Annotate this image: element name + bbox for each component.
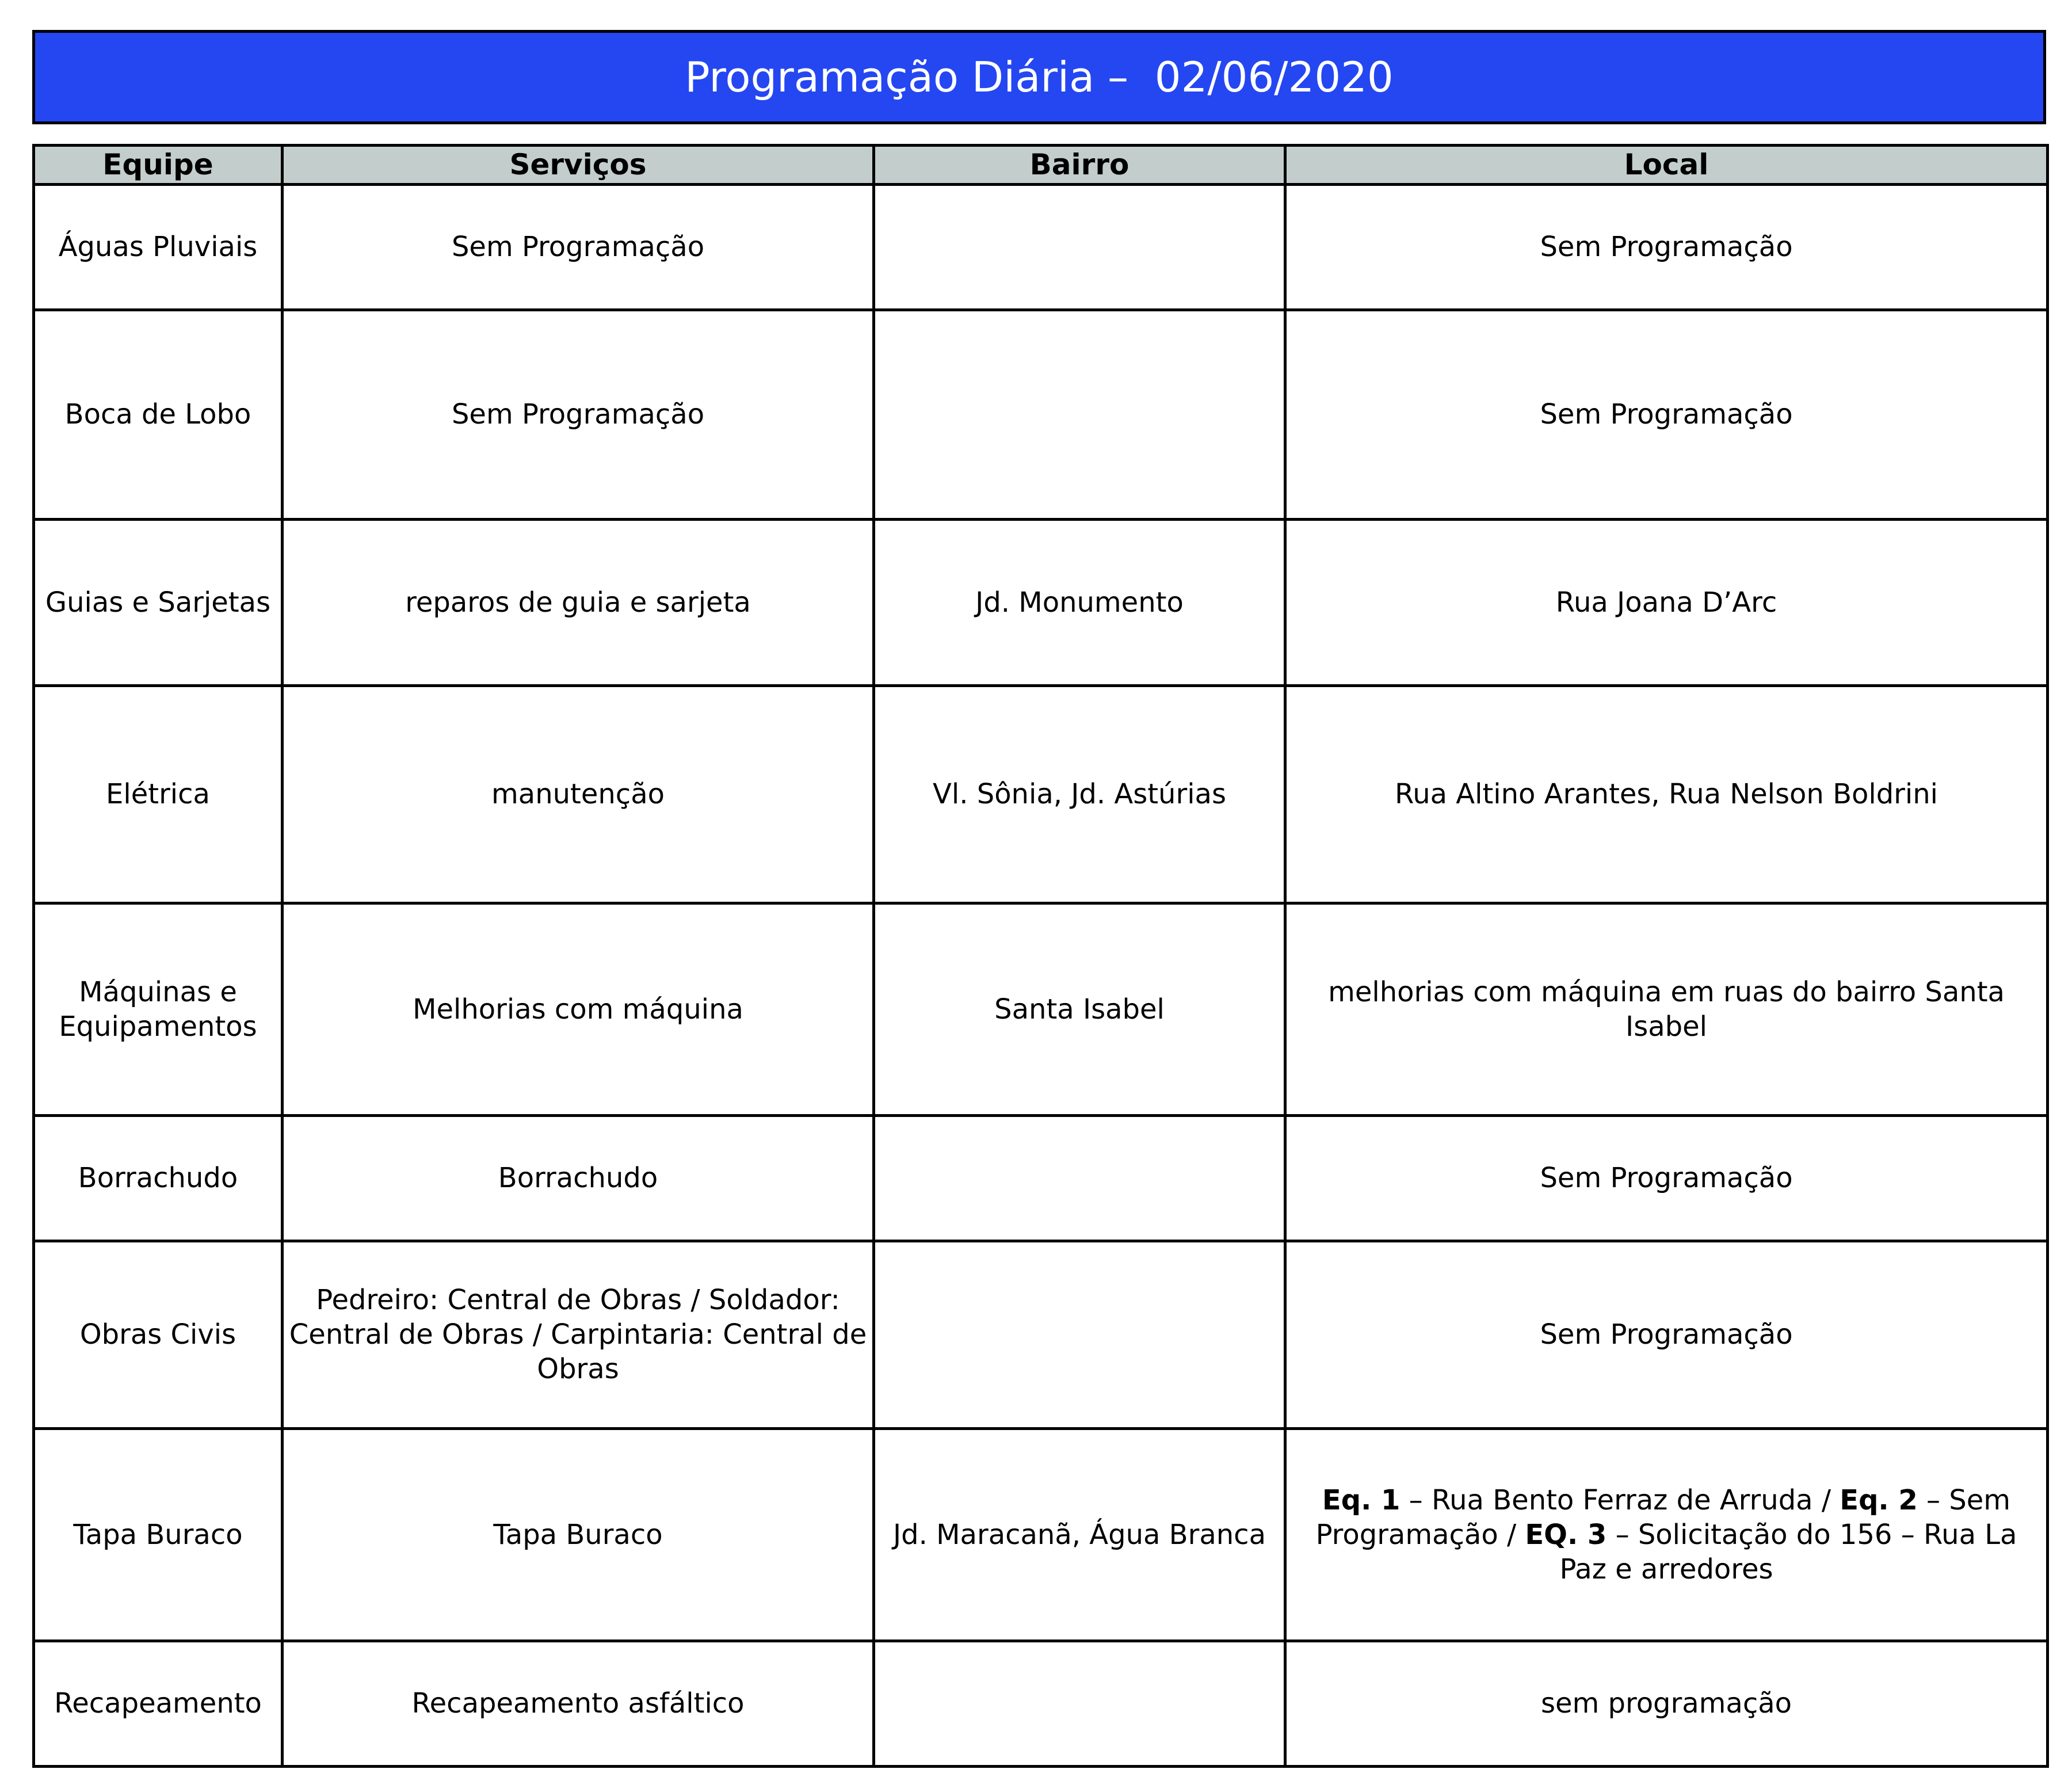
table-row (34, 520, 2048, 685)
cell-bairro (874, 1641, 1285, 1766)
column-header-equipe: Equipe (34, 146, 283, 185)
cell-equipe: Borrachudo (34, 1115, 283, 1241)
cell-equipe: Águas Pluviais (34, 184, 283, 310)
table-row (34, 310, 2048, 519)
schedule-table (32, 144, 2049, 1768)
cell-servicos: Pedreiro: Central de Obras / Soldador: Central de Obras / Carpintaria: Central de Obras (283, 1241, 874, 1428)
cell-equipe: Obras Civis (34, 1241, 283, 1428)
cell-bairro (874, 184, 1285, 310)
title-bar (32, 30, 2046, 124)
table-row (34, 1641, 2048, 1766)
column-header-servicos: Serviços (283, 146, 874, 185)
cell-bairro: Jd. Maracanã, Água Branca (874, 1429, 1285, 1641)
cell-bairro: Santa Isabel (874, 903, 1285, 1115)
table-row (34, 903, 2048, 1115)
column-header-local: Local (1285, 146, 2048, 185)
cell-local (1285, 1429, 2048, 1641)
cell-servicos: Tapa Buraco (283, 1429, 874, 1641)
column-header-bairro: Bairro (874, 146, 1285, 185)
table-row (34, 1429, 2048, 1641)
page-title: Programação Diária – 02/06/2020 (685, 53, 1394, 101)
header-row (34, 146, 2048, 185)
cell-servicos: Melhorias com máquina (283, 903, 874, 1115)
team-label-eq1: Eq. 1 (1322, 1484, 1401, 1516)
cell-local: Sem Programação (1285, 310, 2048, 519)
table-row (34, 184, 2048, 310)
cell-equipe: Máquinas e Equipamentos (34, 903, 283, 1115)
cell-equipe: Tapa Buraco (34, 1429, 283, 1641)
cell-equipe: Boca de Lobo (34, 310, 283, 519)
cell-servicos: Sem Programação (283, 310, 874, 519)
cell-bairro: Vl. Sônia, Jd. Astúrias (874, 685, 1285, 903)
team-text-eq1: – Rua Bento Ferraz de Arruda / (1400, 1484, 1840, 1516)
cell-servicos: Sem Programação (283, 184, 874, 310)
team-label-eq3: EQ. 3 (1525, 1518, 1607, 1551)
cell-bairro (874, 1241, 1285, 1428)
table-row (34, 685, 2048, 903)
cell-bairro: Jd. Monumento (874, 520, 1285, 685)
cell-local: melhorias com máquina em ruas do bairro Santa Isabel (1285, 903, 2048, 1115)
cell-bairro (874, 310, 1285, 519)
table-row (34, 1241, 2048, 1428)
cell-local: Rua Altino Arantes, Rua Nelson Boldrini (1285, 685, 2048, 903)
cell-local: Sem Programação (1285, 184, 2048, 310)
team-text-eq3: – Solicitação do 156 – Rua La Paz e arredores (1559, 1518, 2017, 1585)
team-text-eq2: – Sem Programação / (1315, 1484, 2011, 1551)
team-label-eq2: Eq. 2 (1840, 1484, 1918, 1516)
cell-local: sem programação (1285, 1641, 2048, 1766)
cell-servicos: Borrachudo (283, 1115, 874, 1241)
cell-bairro (874, 1115, 1285, 1241)
cell-servicos: manutenção (283, 685, 874, 903)
cell-servicos: reparos de guia e sarjeta (283, 520, 874, 685)
cell-local: Rua Joana D’Arc (1285, 520, 2048, 685)
cell-local: Sem Programação (1285, 1241, 2048, 1428)
table-row (34, 1115, 2048, 1241)
cell-equipe: Guias e Sarjetas (34, 520, 283, 685)
cell-local: Sem Programação (1285, 1115, 2048, 1241)
cell-equipe: Recapeamento (34, 1641, 283, 1766)
cell-equipe: Elétrica (34, 685, 283, 903)
cell-servicos: Recapeamento asfáltico (283, 1641, 874, 1766)
